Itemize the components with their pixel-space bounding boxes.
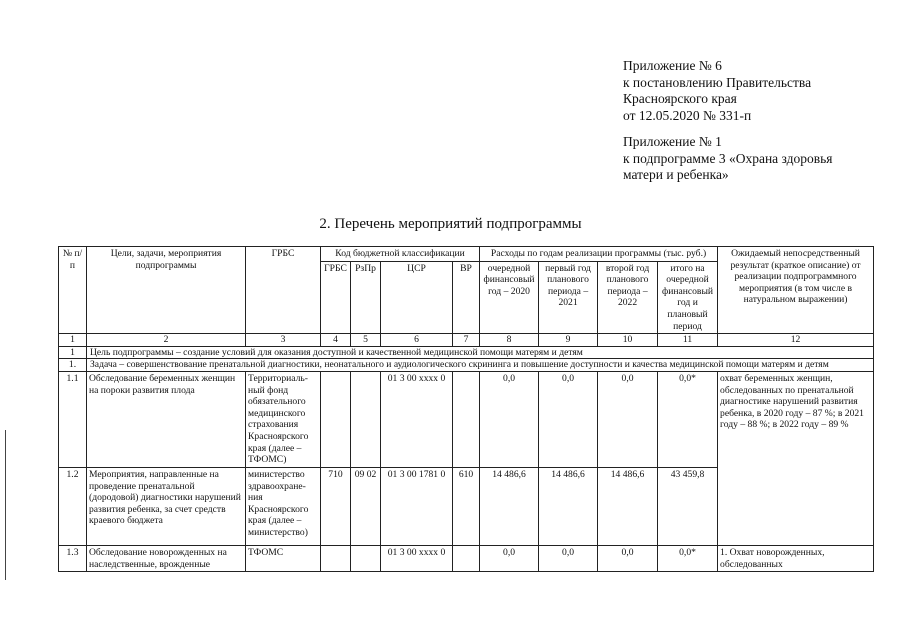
col-vr-header: ВР	[453, 261, 480, 334]
row-csr: 01 3 00 хххх 0	[381, 371, 453, 467]
row-2022-value: 14 486,6	[598, 467, 658, 545]
row-activity-name: Мероприятия, направленные на проведение пренатальной (дородовой) диагностики нарушений развития ребенка, за счет средств краевого бюджета	[87, 467, 246, 545]
column-number: 6	[381, 334, 453, 347]
row-grbs: ТФОМС	[246, 545, 321, 571]
table-row	[59, 545, 874, 571]
appendix-main-label: Приложение № 6	[623, 58, 722, 73]
column-number: 12	[718, 334, 874, 347]
row-grbs: Территориаль-ный фонд обязательного медицинского страхования Красноярского края (далее – ТФОМС)	[246, 371, 321, 467]
row-2021-value: 0,0	[539, 545, 598, 571]
page-title: 2. Перечень мероприятий подпрограммы	[319, 216, 582, 232]
col-expenses-header: Расходы по годам реализации программы (тыс. руб.)	[480, 247, 718, 262]
row-num: 1.1	[59, 371, 87, 467]
goal-text: Цель подпрограммы – создание условий для оказания доступной и качественной медицинской помощи матерям и детям	[87, 346, 874, 359]
task-row	[59, 359, 874, 372]
column-number: 8	[480, 334, 539, 347]
col-2020-header: очередной финансовый год – 2020	[480, 261, 539, 334]
row-total-value: 0,0*	[658, 545, 718, 571]
row-2020-value: 14 486,6	[480, 467, 539, 545]
row-2020-value: 0,0	[480, 371, 539, 467]
column-numbers-row	[59, 334, 874, 347]
row-vr	[453, 371, 480, 467]
col-grbs-code-header: ГРБС	[321, 261, 351, 334]
row-total-value: 0,0*	[658, 371, 718, 467]
row-grbs-code	[321, 371, 351, 467]
row-grbs-code: 710	[321, 467, 351, 545]
row-2020-value: 0,0	[480, 545, 539, 571]
row-expected-result: охват беременных женщин, обследованных по пренатальной диагностике нарушений развития ребенка, в 2020 году – 87 %; в 2021 году – 88 %; в 2022 году – 89 %	[718, 371, 874, 545]
column-number: 1	[59, 334, 87, 347]
row-grbs-code	[321, 545, 351, 571]
table-row	[59, 371, 874, 467]
activities-table	[58, 246, 874, 572]
column-number: 3	[246, 334, 321, 347]
row-2021-value: 14 486,6	[539, 467, 598, 545]
goal-row	[59, 346, 874, 359]
col-2022-header: второй год планового периода – 2022	[598, 261, 658, 334]
to-resolution-label: к постановлению Правительства	[623, 74, 812, 90]
row-expected-result: 1. Охват новорожденных, обследованных	[718, 545, 874, 571]
row-rzpr	[351, 545, 381, 571]
task-text: Задача – совершенствование пренатальной диагностики, неонатального и аудиологического скрининга и повышение доступности и качества медицинской помощи матерям и детям	[87, 359, 874, 372]
col-grbs-header: ГРБС	[246, 247, 321, 334]
column-number: 2	[87, 334, 246, 347]
row-total-value: 43 459,8	[658, 467, 718, 545]
column-number: 4	[321, 334, 351, 347]
margin-mark	[5, 430, 6, 580]
column-number: 11	[658, 334, 718, 347]
col-csr-header: ЦСР	[381, 261, 453, 334]
row-grbs: министерство здравоохране-ния Красноярского края (далее – министерство)	[246, 467, 321, 545]
column-number: 9	[539, 334, 598, 347]
table-header-row	[59, 247, 874, 262]
col-2021-header: первый год планового периода – 2021	[539, 261, 598, 334]
row-vr	[453, 545, 480, 571]
col-budget-code-header: Код бюджетной классификации	[321, 247, 480, 262]
to-subprogram-label: к подпрограмме 3 «Охрана здоровья	[623, 150, 833, 166]
row-csr: 01 3 00 хххх 0	[381, 545, 453, 571]
row-rzpr	[351, 371, 381, 467]
col-rzpr-header: РзПр	[351, 261, 381, 334]
row-rzpr: 09 02	[351, 467, 381, 545]
col-num-header: № п/п	[59, 247, 87, 334]
resolution-date-label: от 12.05.2020 № 331-п	[623, 107, 752, 123]
goal-num: 1	[59, 346, 87, 359]
row-num: 1.2	[59, 467, 87, 545]
column-number: 10	[598, 334, 658, 347]
row-activity-name: Обследование новорожденных на наследственные, врожденные	[87, 545, 246, 571]
col-expected-header: Ожидаемый непосредственный результат (краткое описание) от реализации подпрограммного мероприятия (в том числе в натуральном выражении)	[718, 247, 874, 334]
appendix-sub-label: Приложение № 1	[623, 134, 722, 149]
region-label: Красноярского края	[623, 91, 737, 106]
row-2021-value: 0,0	[539, 371, 598, 467]
row-2022-value: 0,0	[598, 545, 658, 571]
column-number: 7	[453, 334, 480, 347]
col-goals-header: Цели, задачи, мероприятия подпрограммы	[87, 247, 246, 334]
subprogram-name-label: матери и ребенка»	[623, 167, 729, 182]
row-2022-value: 0,0	[598, 371, 658, 467]
column-number: 5	[351, 334, 381, 347]
row-csr: 01 3 00 1781 0	[381, 467, 453, 545]
row-activity-name: Обследование беременных женщин на пороки развития плода	[87, 371, 246, 467]
resolution-header	[623, 58, 893, 184]
col-total-header: итого на очередной финансовый год и плановый период	[658, 261, 718, 334]
task-num: 1.	[59, 359, 87, 372]
row-vr: 610	[453, 467, 480, 545]
row-num: 1.3	[59, 545, 87, 571]
